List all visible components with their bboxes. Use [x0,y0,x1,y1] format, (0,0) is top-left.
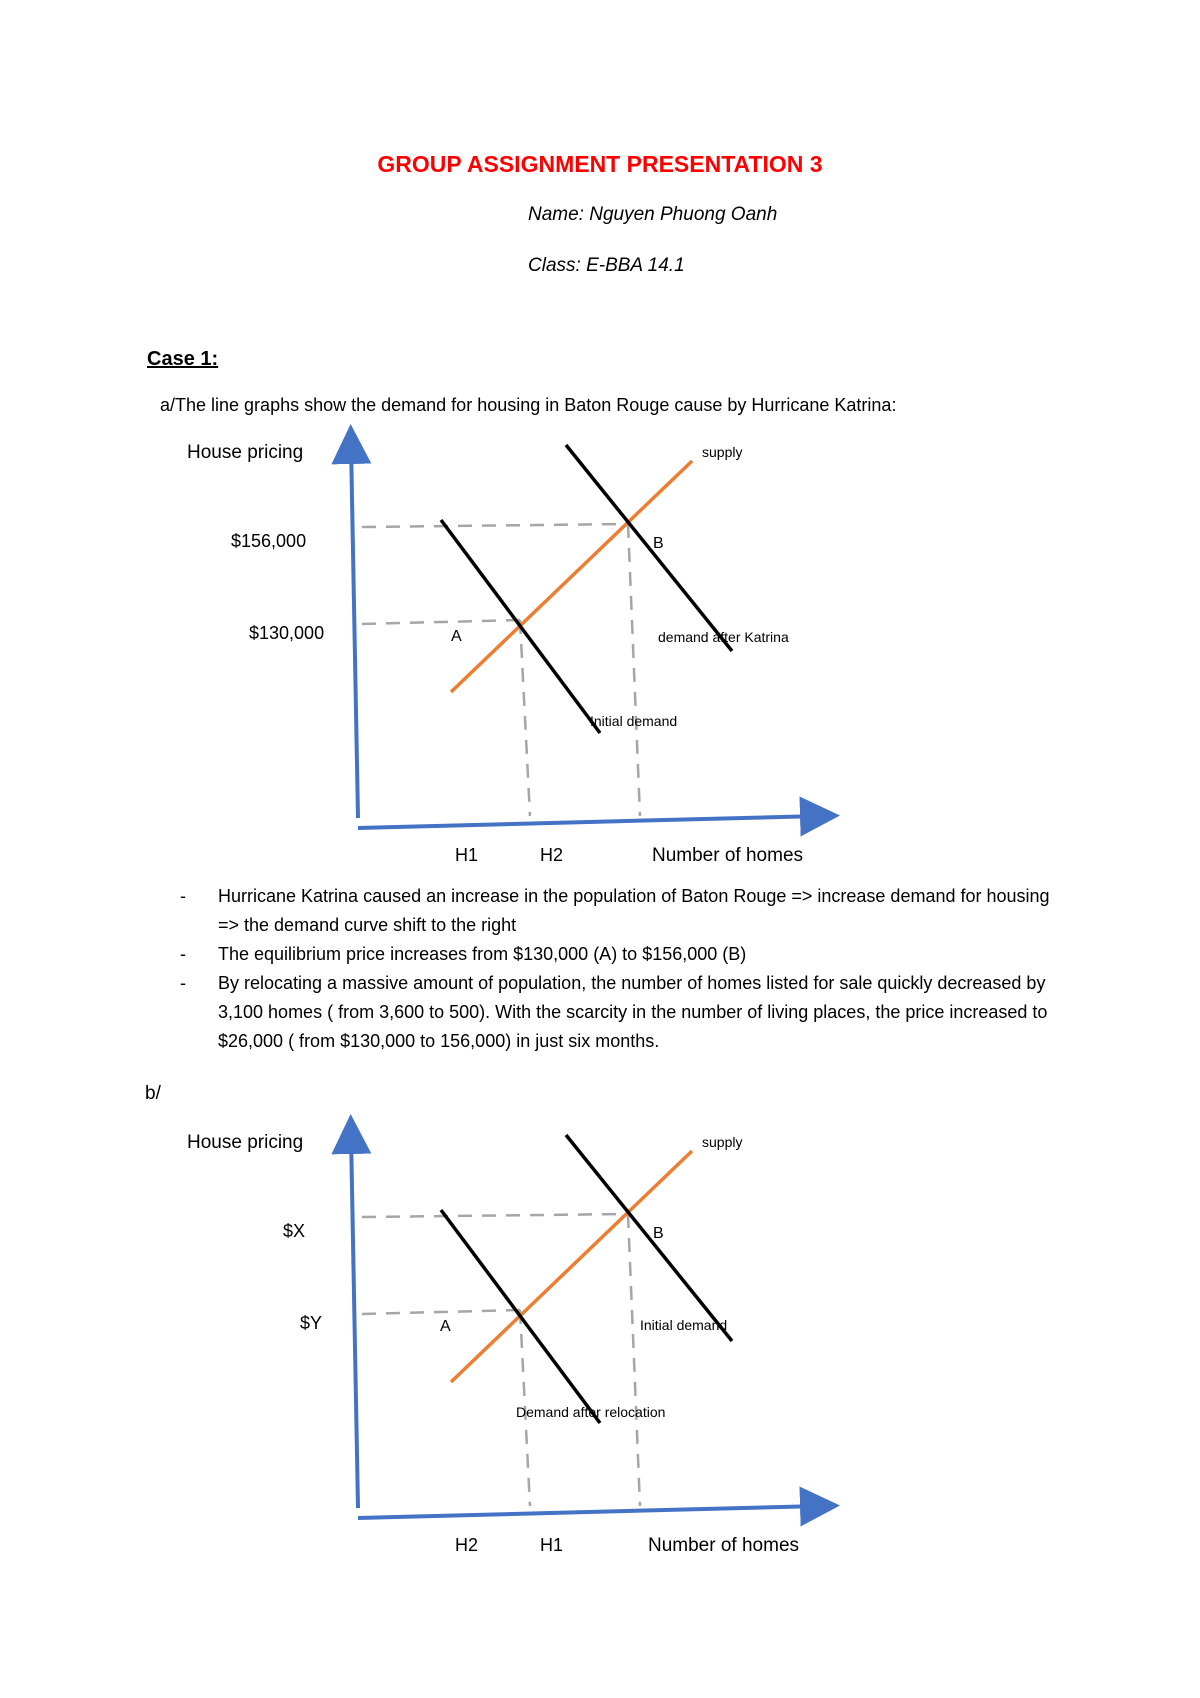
y-tick-high: $X [283,1221,306,1241]
point-b-label: B [653,1225,664,1242]
student-class: Class: E-BBA 14.1 [528,255,685,276]
x-axis [358,816,820,828]
graph-a [0,420,1200,880]
point-a-label: A [451,628,462,645]
x-axis-label: Number of homes [648,1535,800,1556]
graph-b [0,1110,1200,1570]
x-axis-label: Number of homes [652,845,804,866]
bullet-text: By relocating a massive amount of population, the number of homes listed for sale quickly decreased by 3,100 homes ( from 3,600 to 500). With the scarcity in the number of living places, the price increased to $26,000 ( from $130,000 to 156,000) in just six months. [218,973,1048,1051]
list-item [180,969,1060,1056]
case-heading [147,348,218,371]
bullet-text: Hurricane Katrina caused an increase in the population of Baton Rouge => increase demand for housing => the demand curve shift to the right [218,886,1050,935]
point-a-label: A [440,1318,451,1335]
graph-a-svg [0,420,1200,880]
guide-qty-b [628,524,640,816]
y-axis-label: House pricing [187,442,304,463]
bullet-dash: - [180,886,186,906]
initial-demand-label: Initial demand [640,1317,728,1333]
page-title: GROUP ASSIGNMENT PRESENTATION 3 [377,151,823,177]
x-tick-1: H2 [455,1535,479,1555]
point-b-label: B [653,535,664,552]
bullet-list [180,882,1060,1056]
part-b-label: b/ [145,1083,161,1104]
bullet-dash: - [180,944,186,964]
initial-demand-line [441,520,600,733]
guide-price-b [362,1214,628,1217]
guide-price-a [362,620,520,624]
case-heading-text: Case 1 [147,348,212,370]
y-tick-low: $130,000 [249,623,325,643]
y-tick-low: $Y [300,1313,323,1333]
supply-line [451,461,692,692]
guide-price-a [362,1310,520,1314]
relocation-demand-line [441,1210,600,1423]
x-tick-1: H1 [455,845,479,865]
student-name: Name: Nguyen Phuong Oanh [528,204,778,225]
supply-line [451,1151,692,1382]
part-a-intro: a/The line graphs show the demand for housing in Baton Rouge cause by Hurricane Katrina: [160,395,897,415]
bullet-text: The equilibrium price increases from $130,000 (A) to $156,000 (B) [218,944,747,964]
supply-label: supply [702,444,743,460]
x-tick-2: H2 [540,845,564,865]
guide-qty-a [520,620,530,816]
shifted-demand-label: demand after Katrina [658,629,789,645]
guide-qty-b [628,1214,640,1506]
x-axis [358,1506,820,1518]
y-tick-high: $156,000 [231,531,307,551]
initial-demand-label: Initial demand [590,713,678,729]
bullet-dash: - [180,973,186,993]
initial-demand-line [566,1135,732,1341]
relocation-demand-label: Demand after relocation [516,1404,666,1420]
guide-price-b [362,524,628,527]
y-axis-label: House pricing [187,1132,304,1153]
case-heading-colon: : [211,348,219,370]
graph-b-svg [0,1110,1200,1570]
y-axis [351,444,358,818]
list-item [180,882,1060,940]
supply-label: supply [702,1134,743,1150]
shifted-demand-line [566,445,732,651]
list-item [180,940,1060,969]
x-tick-2: H1 [540,1535,564,1555]
y-axis [351,1134,358,1508]
